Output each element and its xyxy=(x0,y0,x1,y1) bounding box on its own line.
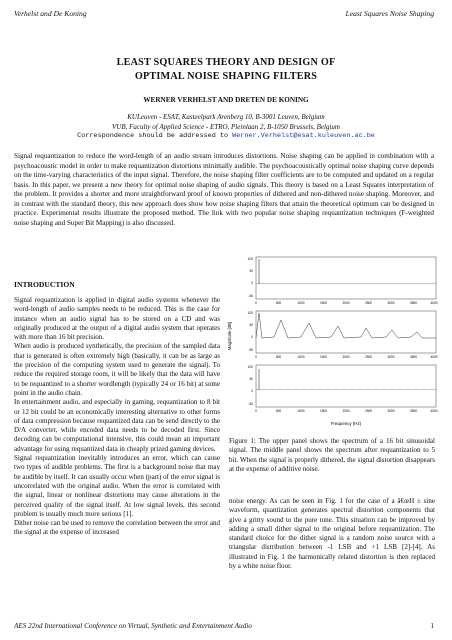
x-tick-label: 500 xyxy=(275,301,282,305)
y-axis-label: Magnitude [dB] xyxy=(227,321,232,351)
x-tick-label: 3500 xyxy=(409,301,418,305)
left-column-body xyxy=(14,296,220,538)
y-tick-label: 50 xyxy=(249,269,253,273)
correspondence-prefix: Correspondence should be addressed to xyxy=(77,132,233,140)
x-tick-label: 2000 xyxy=(342,355,350,359)
x-tick-label: 3000 xyxy=(387,409,395,413)
body-paragraph: noise energy. As can be seen in Fig. 1 for the case of a â€œH ± sine waveform, quantization generates spectral distortion components that give a gritty sound to the pure tone. This situation can be improved by adding a small dither signal to the original before requantization. The standard choice for the dither signal is a random noise source with a triangular distribution between -1 LSB and +1 LSB [2]-[4]. As illustrated in Fig. 1 the harmonically related distortion is then replaced by a white noise floor. xyxy=(229,497,435,571)
x-tick-label: 2500 xyxy=(364,301,373,305)
body-paragraph: Signal requantization is applied in digital audio systems whenever the word-length of audio samples needs to be reduced. This is the case for instance when an audio signal has to be stored on a CD and was originally produced at the output of a digital audio system that operates with more than 16 bit precision. xyxy=(14,296,220,342)
paper-title-line-2: OPTIMAL NOISE SHAPING FILTERS xyxy=(134,71,318,82)
x-tick-label: 4000 xyxy=(430,409,438,413)
x-axis-label: Frequency (Hz) xyxy=(330,421,362,426)
x-tick-label: 1000 xyxy=(297,355,305,359)
y-tick-label: 0 xyxy=(251,281,253,285)
x-tick-label: 2000 xyxy=(342,301,350,305)
x-tick-label: 4000 xyxy=(430,301,438,305)
abstract: Signal requantization to reduce the word-length of an audio stream introduces distortions. Noise shaping can be applied in combination with a psychoacoustic model in order to make requantization distortions minimally audible. The psychoacoustically optimal noise shaping curve depends on the time-varying characteristics of the input signal. Therefore, the noise shaping filter coefficients are to be computed and updated on a regular basis. In this paper, we present a new theory for optimal noise shaping of audio signals. This theory is based on a Least Squares interpretation of the problem. It provides a shorter and more straightforward proof of known properties of dithered and non-dithered noise shaping. Moreover, and in contrast with the standard theory, this new approach does show how noise shaping filters that attain the theoretical optimum can be designed in practice. Experimental results illustrate the proposed method. The link with two popular noise shaping requantization techniques (F-weighted noise shaping and Super Bit Mapping) is also discussed. xyxy=(14,152,434,227)
page-number: 1 xyxy=(430,622,434,630)
x-tick-label: 3500 xyxy=(409,409,418,413)
body-paragraph: Dither noise can be used to remove the correlation between the error and the signal at the expense of increased xyxy=(14,519,220,537)
y-tick-label: 50 xyxy=(249,323,253,327)
figure-1-caption: Figure 1: The upper panel shows the spectrum of a 16 bit sinusoidal signal. The middle panel shows the spectrum after requantization to 5 bit. When the signal is properly dithered, the signal distortion disappears at the expense of additive noise. xyxy=(229,437,435,473)
body-paragraph: Signal requantization inevitably introduces an error, which can cause two types of audible problems. The first is a background noise that may be audible by itself. It can usually occur when (part) of the error signal is uncorrelated with the original audio. When the error is correlated with the signal, linear or nonlinear distortions may cause alterations in the perceived quality of the signal itself. At low signal levels, this second problem is usually much more serious [1]. xyxy=(14,454,220,518)
x-tick-label: 500 xyxy=(275,355,282,359)
spectrum-panel-top xyxy=(248,257,438,305)
x-tick-label: 0 xyxy=(255,355,257,359)
y-tick-label: -50 xyxy=(248,348,253,352)
correspondence-line xyxy=(0,132,452,140)
x-tick-label: 0 xyxy=(255,301,257,305)
x-tick-label: 1500 xyxy=(319,301,328,305)
x-tick-label: 1500 xyxy=(319,355,328,359)
section-heading-introduction: INTRODUCTION xyxy=(14,280,75,289)
x-tick-label: 500 xyxy=(275,409,282,413)
y-tick-label: 100 xyxy=(247,257,253,261)
y-tick-label: 100 xyxy=(247,365,253,369)
body-paragraph: In entertainment audio, and especially in gaming, requantization to 8 bit or 12 bit could be an economically interesting alternative to other forms of data compression because requantized data can be send directly to the D/A converter, while encoded data needs to be decoded first. Since decoding can be computational intensive, this could mean an important advantage for using requantized data in cheaply prized gaming devices. xyxy=(14,398,220,453)
footer-conference: AES 22nd International Conference on Virtual, Synthetic and Entertainment Audio xyxy=(14,622,252,630)
paper-title-line-1: LEAST SQUARES THEORY AND DESIGN OF xyxy=(116,57,336,68)
affiliation-1: KULeuven - ESAT, Kasteelpark Arenberg 10, B-3001 Leuven, Belgium xyxy=(127,113,325,121)
x-tick-label: 0 xyxy=(255,409,257,413)
spectrum-panel-bottom xyxy=(248,365,438,413)
paper-title xyxy=(0,56,452,84)
body-paragraph: When audio is produced synthetically, the precision of the sampled data that is generated is often extremely high (basically, it can be as large as the precision of the computing system used to generate the signal). To reduce the required storage room, it will be likely that the data will have to be requantized to a shorter wordlength (typically 24 or 16 bit) at some point in the audio chain. xyxy=(14,342,220,397)
x-tick-label: 2500 xyxy=(364,409,373,413)
y-tick-label: 0 xyxy=(251,389,253,393)
y-tick-label: -50 xyxy=(248,402,253,406)
correspondence-email-link[interactable]: Werner.Verhelst@esat.kuleuven.ac.be xyxy=(232,132,375,140)
x-tick-label: 2500 xyxy=(364,355,373,359)
x-tick-label: 3000 xyxy=(387,355,395,359)
affiliation-2: VUB, Faculty of Applied Science - ETRO, Pleinlaan 2, B-1050 Brussels, Belgium xyxy=(112,123,340,131)
right-column-body xyxy=(229,497,435,571)
y-tick-label: -50 xyxy=(248,294,253,298)
x-tick-label: 1000 xyxy=(297,301,305,305)
y-tick-label: 0 xyxy=(251,335,253,339)
running-header-title: Least Squares Noise Shaping xyxy=(345,9,434,18)
y-tick-label: 50 xyxy=(249,377,253,381)
x-tick-label: 3500 xyxy=(409,355,418,359)
x-tick-label: 1500 xyxy=(319,409,328,413)
x-tick-label: 2000 xyxy=(342,409,350,413)
x-tick-label: 4000 xyxy=(430,355,438,359)
figure-1-spectrum-plots xyxy=(226,256,438,428)
y-tick-label: 100 xyxy=(247,311,253,315)
spectrum-panel-middle xyxy=(248,311,438,359)
author-list: WERNER VERHELST AND DRETEN DE KONING xyxy=(143,96,309,104)
x-tick-label: 1000 xyxy=(297,409,305,413)
x-tick-label: 3000 xyxy=(387,301,395,305)
running-header-authors: Verhelst and De Koning xyxy=(14,9,87,18)
